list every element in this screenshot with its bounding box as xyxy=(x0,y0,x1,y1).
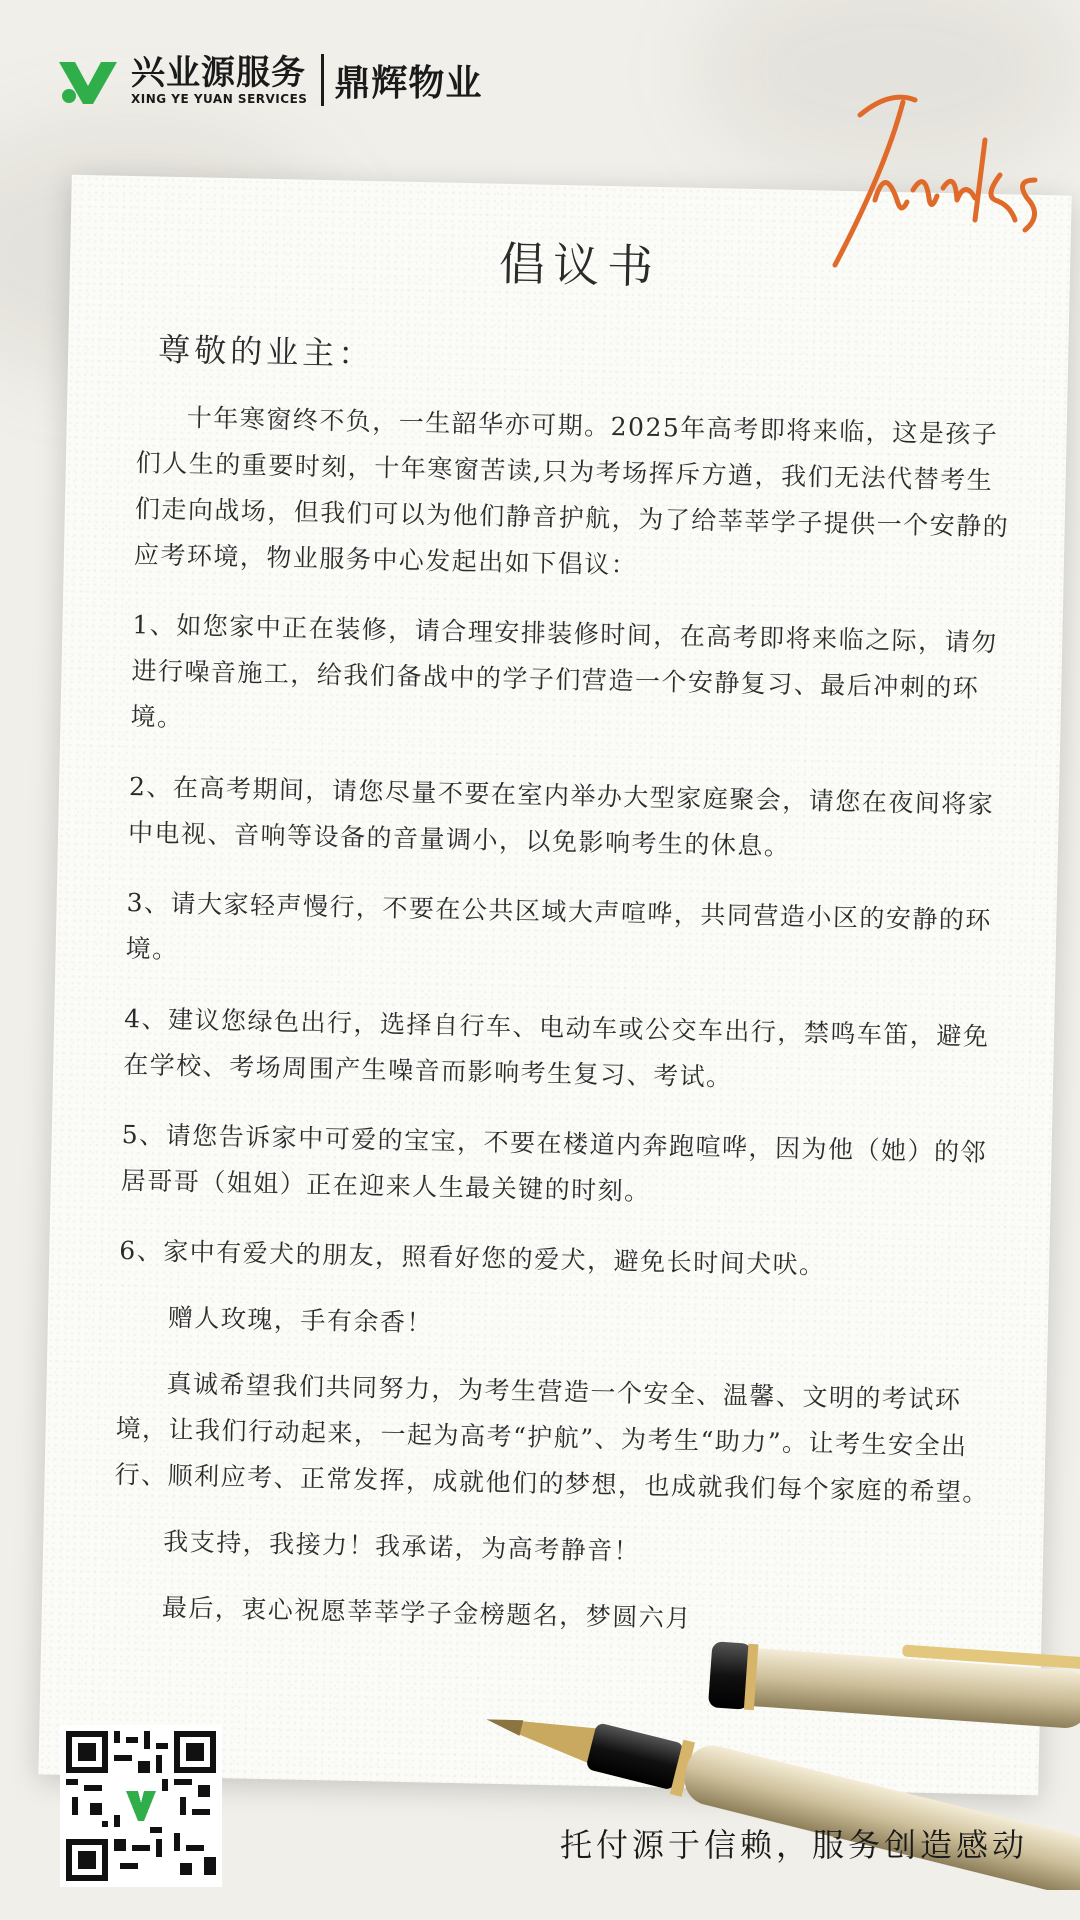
brand-text xyxy=(131,54,307,106)
thanks-signature xyxy=(815,80,1065,280)
partner-brand-name: 鼎辉物业 xyxy=(334,62,483,104)
brand-divider xyxy=(321,54,324,106)
brand-name-en: XING YE YUAN SERVICES xyxy=(131,92,308,106)
letter-intro: 十年寒窗终不负，一生韶华亦可期。2025年高考即将来临，这是孩子们人生的重要时刻，十年寒窗苦读,只为考场挥斥方遒，我们无法代替考生们走向战场，但我们可以为他们静音护航，为了给莘莘学子提供一个安静的应考环境，物业服务中心发起出如下倡议： xyxy=(133,403,1010,580)
proposal-item-1: 1、如您家中正在装修，请合理安排装修时间，在高考即将来临之际，请勿进行噪音施工，给我们备战中的学子们营造一个安静复习、最后冲刺的环境。 xyxy=(130,610,998,733)
header-logo xyxy=(55,48,482,112)
footer-slogan: 托付源于信赖，服务创造感动 xyxy=(560,1826,1029,1864)
qr-code-icon xyxy=(66,1731,216,1881)
qr-code[interactable] xyxy=(60,1725,222,1887)
brand-name-cn: 兴业源服务 xyxy=(131,53,306,93)
closing-rose: 赠人玫瑰，手有余香！ xyxy=(167,1302,434,1338)
letter-content xyxy=(111,216,1020,1648)
letter-title: 倡议书 xyxy=(498,236,662,295)
proposal-item-3: 3、请大家轻声慢行，不要在公共区域大声喧哗，共同营造小区的安静的环境。 xyxy=(125,888,993,965)
closing-hope: 真诚希望我们共同努力，为考生营造一个安全、温馨、文明的考试环境，让我们行动起来，一起为高考“护航”、为考生“助力”。让考生安全出行、顺利应考、正常发挥，成就他们的梦想，也成就我们每个家庭的希望。 xyxy=(114,1368,990,1508)
brand-logo-icon xyxy=(55,52,121,108)
letter-greeting: 尊敬的业主： xyxy=(157,330,375,374)
proposal-item-5: 5、请您告诉家中可爱的宝宝，不要在楼道内奔跑喧哗，因为他（她）的邻居哥哥（姐姐）正在迎来人生最关键的时刻。 xyxy=(120,1119,988,1207)
closing-pledge: 我支持，我接力！我承诺，为高考静音！ xyxy=(162,1526,641,1566)
letter-paper xyxy=(38,175,1071,1796)
closing-wish: 最后，衷心祝愿莘莘学子金榜题名，梦圆六月 xyxy=(161,1592,693,1634)
proposal-item-6: 6、家中有爱犬的朋友，照看好您的爱犬，避免长时间犬吠。 xyxy=(119,1235,826,1280)
proposal-item-4: 4、建议您绿色出行，选择自行车、电动车或公交车出行，禁鸣车笛，避免在学校、考场周围产生噪音而影响考生复习、考试。 xyxy=(122,1003,990,1092)
proposal-item-2: 2、在高考期间，请您尽量不要在室内举办大型家庭聚会，请您在夜间将家中电视、音响等设备的音量调小，以免影响考生的休息。 xyxy=(127,772,995,861)
